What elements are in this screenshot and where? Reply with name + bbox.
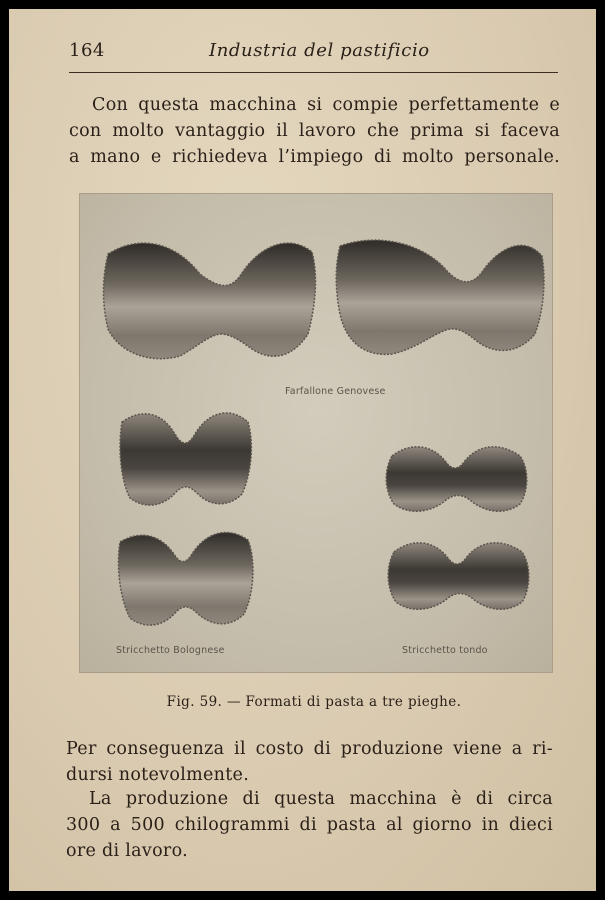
book-page — [9, 9, 596, 891]
page-header — [69, 37, 559, 67]
label-farfallone-genovese: Farfallone Genovese — [285, 386, 386, 397]
farfallone-left — [104, 243, 316, 359]
paragraph-intro — [69, 92, 560, 170]
header-rule — [69, 72, 558, 73]
text-line: Con questa macchina si compie perfettamente e — [92, 95, 560, 115]
pasta-photo-illustration — [80, 194, 552, 672]
text-line: ore di lavoro. — [66, 841, 188, 861]
stricchetto-bolognese-bottom — [118, 532, 252, 625]
stricchetto-bolognese-top — [120, 413, 251, 505]
text-line: Per conseguenza il costo di produzione viene a ri- — [66, 739, 553, 759]
text-line: dursi notevolmente. — [66, 765, 250, 785]
stricchetto-tondo-bottom — [388, 543, 529, 609]
text-line: a mano e richiedeva l’impiego di molto personale. — [69, 147, 560, 167]
paragraph-cost — [66, 736, 553, 788]
text-line: La produzione di questa macchina è di circa — [89, 789, 553, 809]
paragraph-production — [66, 786, 553, 864]
text-line: 300 a 500 chilogrammi di pasta al giorno in dieci — [66, 815, 553, 835]
text-line: con molto vantaggio il lavoro che prima si faceva — [69, 121, 560, 141]
stricchetto-tondo-top — [386, 447, 527, 511]
figure-caption: Fig. 59. — Formati di pasta a tre pieghe. — [166, 694, 462, 710]
label-stricchetto-bolognese: Stricchetto Bolognese — [116, 645, 225, 656]
running-title: Industria del pastificio — [209, 40, 430, 61]
pasta-photograph — [79, 193, 553, 673]
label-stricchetto-tondo: Stricchetto tondo — [402, 645, 488, 656]
farfallone-right — [336, 240, 544, 354]
page-number: 164 — [69, 40, 105, 61]
